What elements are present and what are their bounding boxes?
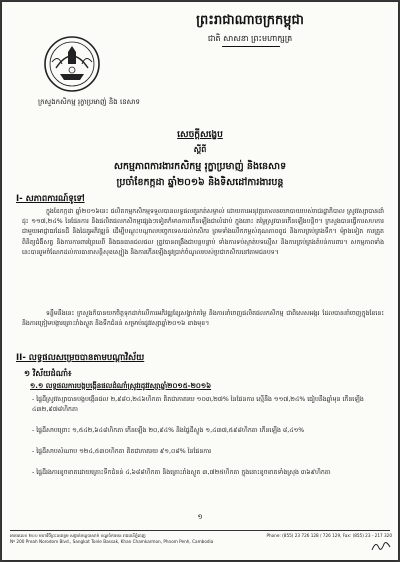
footer-divider — [10, 530, 390, 531]
list-item: - ផ្ទៃដីសាបព្រោះ ១,៥៤២,៦៤៨ហិកតា កើនឡើង ២០,៩៤% និងផ្ទៃដីស្ទូង ១,៤៣៧,៥៩៨ហិកតា កើនឡើង ៨,៤១% — [32, 427, 305, 434]
ministry-emblem-icon — [42, 34, 102, 94]
section1-paragraph2 — [22, 309, 384, 329]
header-divider — [222, 46, 280, 47]
section2-heading: II- លទ្ធផលសម្រេចបានតាមបណ្តាវិស័យ — [16, 353, 145, 363]
document-title-line2: ប្រចាំខែកក្កដា ឆ្នាំ២០១៦ និងទិសដៅការងារបន្ត — [116, 177, 284, 188]
list-item: - ផ្ទៃដីរងការខូចខាតដោយគ្រោះទឹកជំនន់ ៤,៦៨៨ហិកតា និងគ្រោះរាំងស្ងួត ៣,៧២៥ហិកតា ក្នុងនោះខូចខាតទាំងស្រុង ៣៦៩ហិកតា — [32, 469, 331, 476]
document-page — [2, 2, 398, 560]
signature-icon — [370, 538, 392, 554]
section1-paragraph — [22, 207, 384, 258]
kingdom-title: ព្រះរាជាណាចក្រកម្ពុជា — [196, 13, 304, 28]
list-item: - ផ្ទៃដីស្រូវវស្សាបានបង្កបង្កើនផល ២,៩៨០,២៤៦ហិកតា គិតជាភាគរយ ១០៣,២៧% នៃផែនការ ស្មើនឹង ១១៧,២៤% ធៀបនឹងឆ្នាំមុន កើនឡើង ៤៣២,៩៧៨ហិកតា — [32, 396, 364, 414]
list-item: - ផ្ទៃដីសាបសំណាប ១២៤,៥៣០ហិកតា គិតជាភាគរយ ៩១,០៨% នៃផែនការ — [32, 448, 212, 455]
ministry-name: ក្រសួងកសិកម្ម រុក្ខាប្រមាញ់ និង នេសាទ — [38, 98, 140, 106]
footer-address — [10, 533, 230, 545]
kingdom-motto: ជាតិ សាសនា ព្រះមហាក្សត្រ — [207, 34, 293, 43]
subsection1-1-heading: ១.១ លទ្ធផលការបង្កបង្កើនផលដំណាំស្រូវរដូវវស្សាឆ្នាំ២០១៥-២០១៦ — [30, 382, 212, 390]
section1-heading: I- សភាពការណ៍ទូទៅ — [16, 194, 85, 204]
section1-paragraph-text: ក្នុងខែកក្កដា ឆ្នាំ២០១៦នេះ ផលិតកម្មកសិកម្មទទួលបានលទ្ធផលគួរកត់សម្គាល់ ដោយការអនុវត្តគោលនយោបាយរបស់រាជរដ្ឋាភិបាល ស្រូវវស្សាបានដាំដុះ ១១៧,២៤% នៃផែនការ និងផលិតផលកសិកម្មផ្សេងៗទៀតក៏មានការកើនឡើងជាលំដាប់ ក្នុងនោះ តម្លៃស្រូវបានកើនឡើងបន្តិច។ ក្រសួងបានធ្វើការសហការជាមួយអាជ្ញាធរដែនដី និងដៃគូអភិវឌ្ឍន៍ ដើម្បីបណ្តុះបណ្តាលបច្ចេកទេសដល់កសិករ ព្រមទាំងលើកកម្ពស់គុណភាពពូជ និងការគ្រប់គ្រងទឹក។ ម៉្យាងទៀត ការត្រួតពិនិត្យជំងឺសត្វ និងការការពារព្រៃឈើ និងធនធានជលផល ត្រូវបានពង្រឹងជាបន្តបន្ទាប់ ទាំងការទប់ស្កាត់បទល្មើស និងការគ្រប់គ្រងតំបន់ការពារ។ សកម្មភាពទាំងនេះបានរួមចំណែកដល់ការធានាសន្តិសុខស្បៀង និងការកើនឡើងនូវប្រាក់ចំណូលរបស់ប្រជាកសិករនៅតាមជនបទ។ — [22, 208, 384, 256]
page-number: ១ — [197, 513, 203, 521]
footer-address-en: Nº 200 Preah Norodom Blvd., Sangkat Tonle Bassak, Khan Chamkarmon, Phnom Penh, Cambodia — [10, 539, 214, 544]
document-type: សេចក្តីសង្ខេប — [177, 130, 223, 140]
document-about: ស្តីពី — [193, 145, 207, 154]
footer-contact: Phone: (855) 23 726 128 / 726 129, Fax: (855) 23 - 217 320 — [266, 533, 392, 538]
subsection1-heading: ១ វិស័យដំណាំ៖ — [24, 369, 72, 378]
footer-address-km: អាគារលេខ ២០០ មហាវិថីព្រះនរោត្តម សង្កាត់ទន្លេបាសាក់ ខណ្ឌចំការមន រាជធានីភ្នំពេញ — [10, 533, 146, 538]
document-title-line1: សកម្មភាពការងារកសិកម្ម រុក្ខាប្រមាញ់ និងនេសាទ — [113, 161, 287, 172]
section1-paragraph2-text: ទន្ទឹមនឹងនេះ ក្រសួងក៏បានយកចិត្តទុកដាក់លើការអភិវឌ្ឍខ្សែសង្វាក់តម្លៃ និងការនាំចេញផលិតផលកសិកម្ម ជាពិសេសអង្ករ ដែលបាននាំចេញក្នុងខែនេះ និងការត្រៀមបង្ការគ្រោះរាំងស្ងួត និងទឹកជំនន់ សម្រាប់រដូវវស្សាឆ្នាំ២០១៦ ខាងមុខ។ — [22, 310, 384, 328]
